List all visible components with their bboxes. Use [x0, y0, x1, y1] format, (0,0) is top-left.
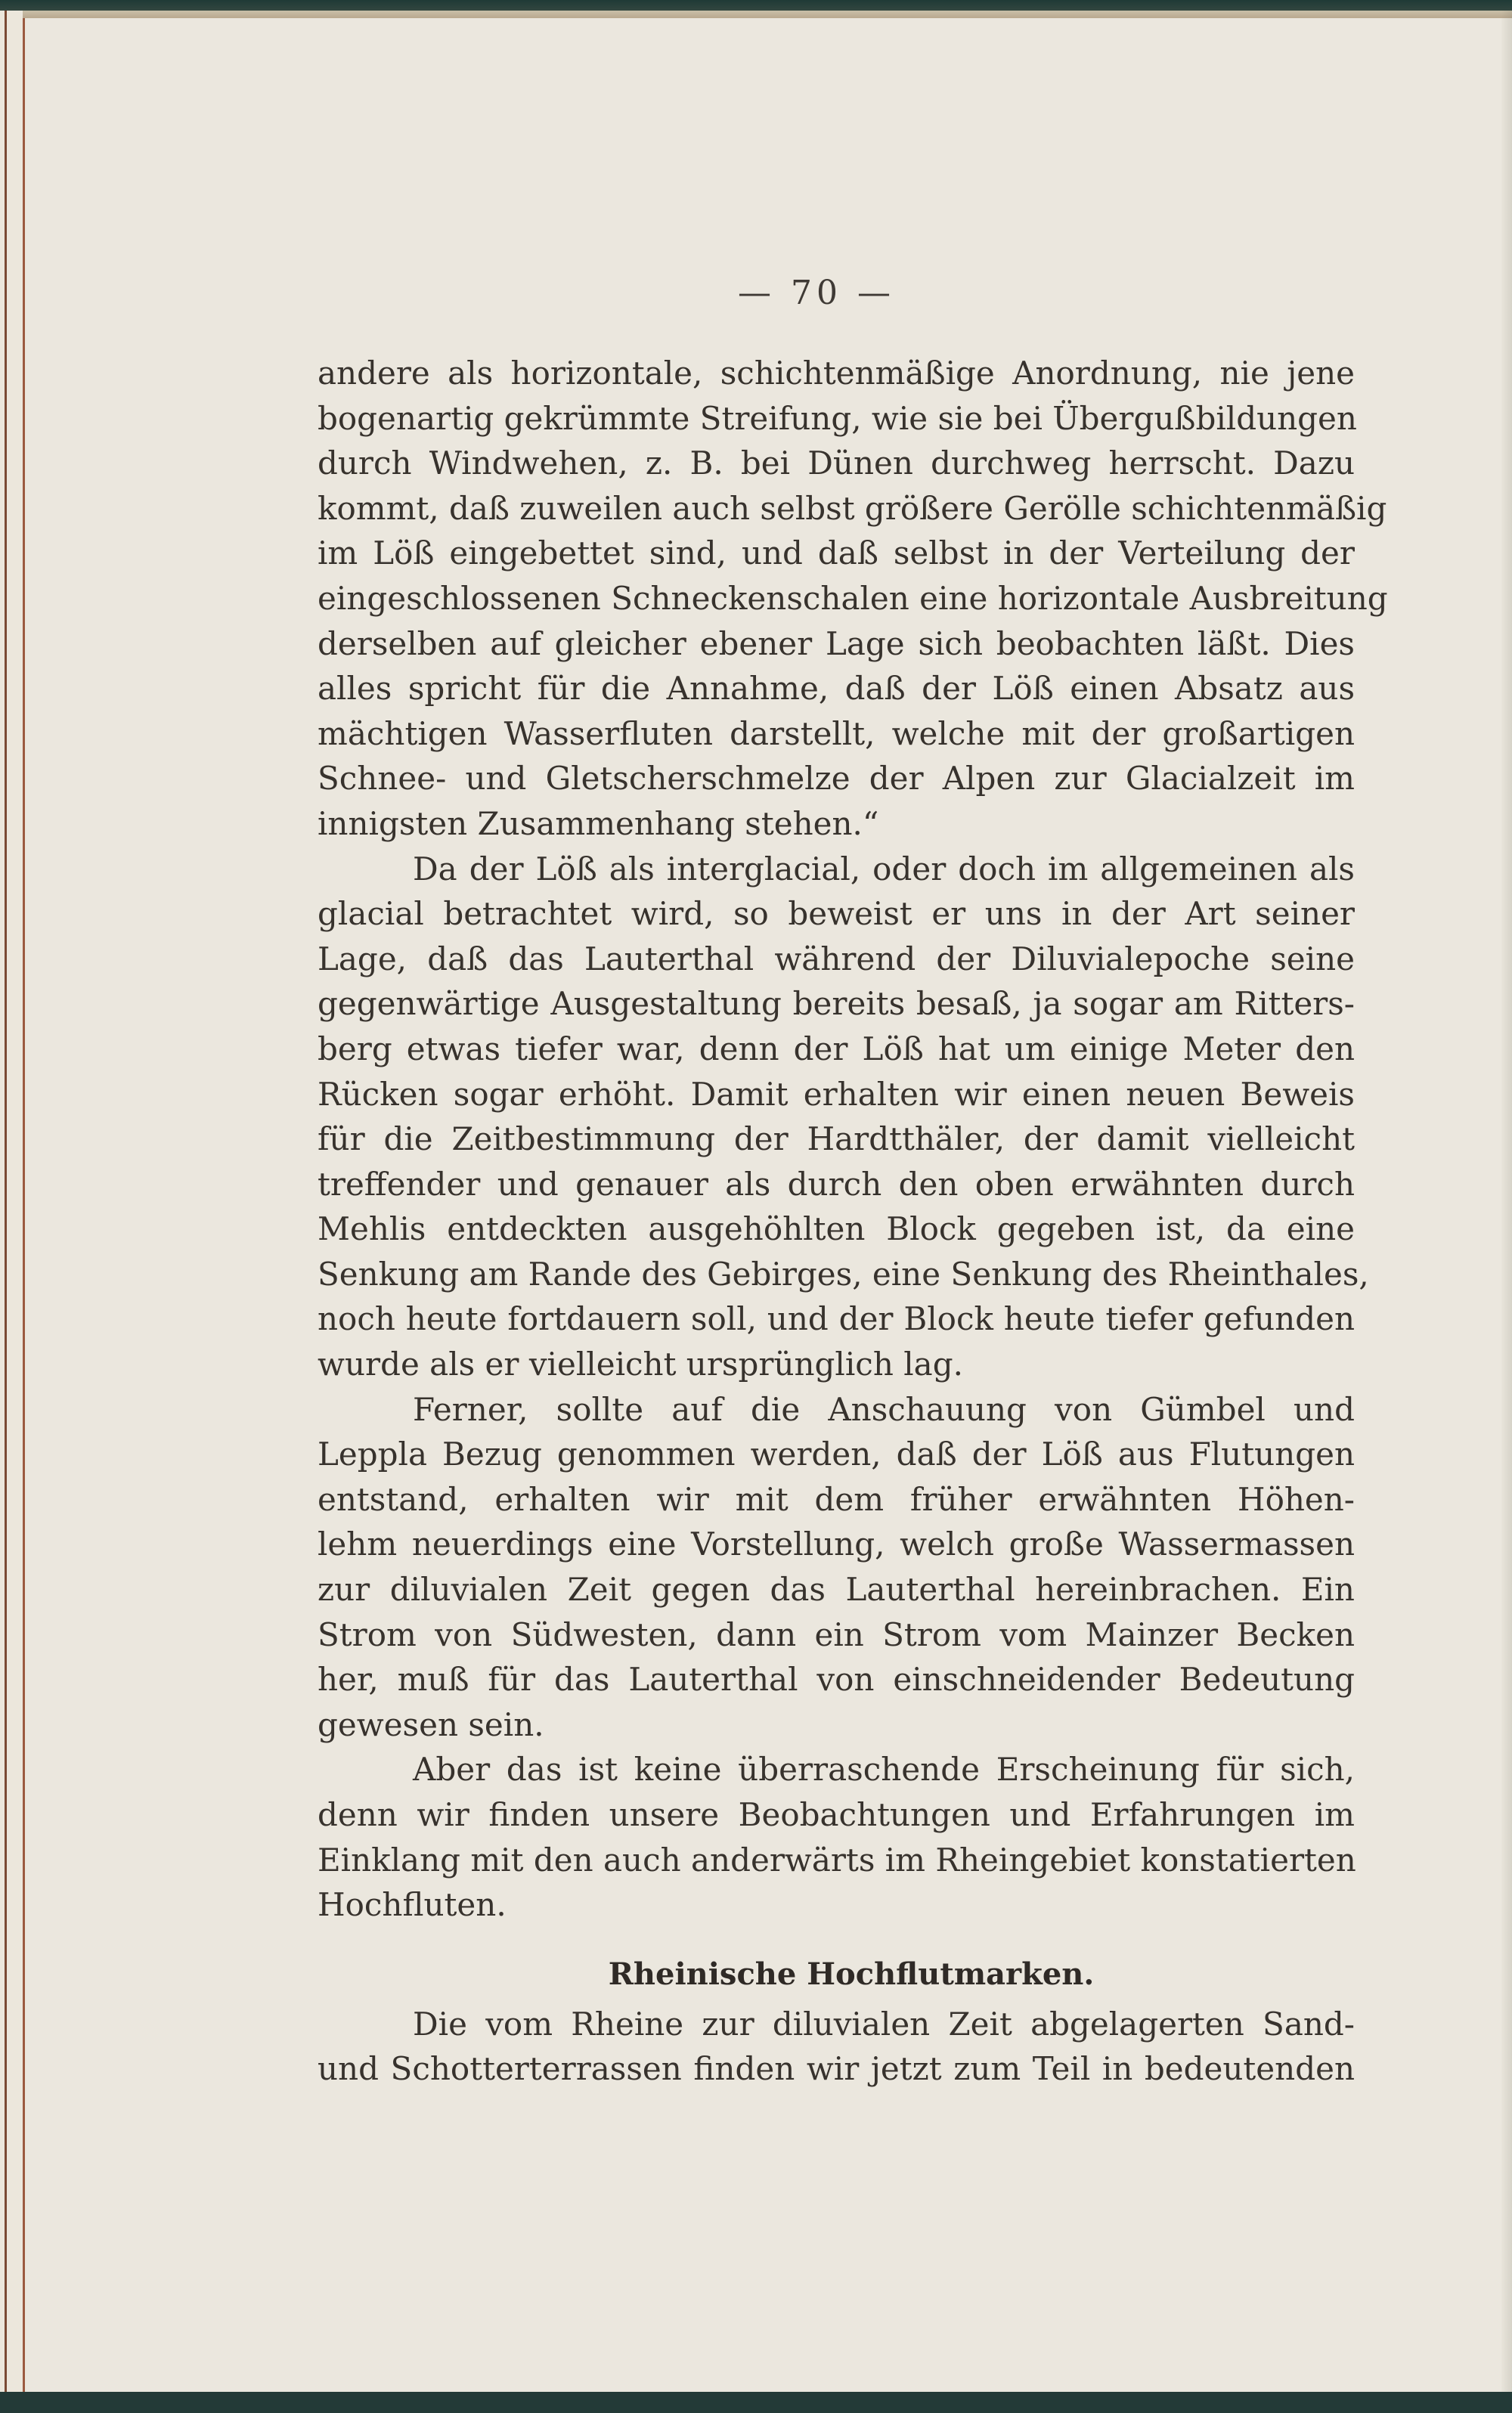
- text-line: und Schotterterrassen finden wir jetzt zum Teil in bedeutenden: [318, 2050, 1355, 2088]
- text-line: gegenwärtige Ausgestaltung bereits besaß, ja sogar am Ritters-: [318, 985, 1355, 1023]
- text-line: Hochfluten.: [318, 1886, 507, 1924]
- page-top-edge: [23, 11, 1512, 18]
- text-line: kommt, daß zuweilen auch selbst größere Gerölle schichtenmäßig: [318, 489, 1387, 527]
- text-line: Schnee- und Gletscherschmelze der Alpen zur Glacialzeit im: [318, 760, 1355, 798]
- paragraph: [318, 2002, 1355, 2092]
- page-number: — 70 —: [738, 274, 895, 312]
- paragraph: [318, 1387, 1355, 1748]
- text-line: Lage, daß das Lauterthal während der Diluvialepoche seine: [318, 940, 1355, 977]
- text-line: Senkung am Rande des Gebirges, eine Senkung des Rheinthales,: [318, 1255, 1369, 1293]
- text-line: Mehlis entdeckten ausgehöhlten Block gegeben ist, da eine: [318, 1210, 1355, 1248]
- page-edge-line: [5, 11, 7, 2392]
- text-line: Ferner, sollte auf die Anschauung von Gümbel und: [413, 1390, 1355, 1428]
- text-line: bogenartig gekrümmte Streifung, wie sie bei Übergußbildungen: [318, 399, 1357, 437]
- text-line: noch heute fortdauern soll, und der Block heute tiefer gefunden: [318, 1300, 1355, 1338]
- text-line: Rücken sogar erhöht. Damit erhalten wir einen neuen Beweis: [318, 1075, 1355, 1113]
- page-shadow: [1501, 11, 1512, 2392]
- section-heading: Rheinische Hochflutmarken.: [608, 1956, 1095, 1992]
- text-line: innigsten Zusammenhang stehen.“: [318, 804, 879, 842]
- paragraph: [318, 847, 1369, 1387]
- scan-bottom-border: [0, 2392, 1512, 2413]
- text-line: eingeschlossenen Schneckenschalen eine horizontale Ausbreitung: [318, 579, 1388, 617]
- book-page: [26, 18, 1501, 2392]
- text-line: wurde als er vielleicht ursprünglich lag.: [318, 1346, 963, 1383]
- text-line: her, muß für das Lauterthal von einschneidender Bedeutung: [318, 1661, 1355, 1699]
- text-line: andere als horizontale, schichtenmäßige Anordnung, nie jene: [318, 355, 1355, 392]
- text-line: für die Zeitbestimmung der Hardtthäler, der damit vielleicht: [318, 1120, 1355, 1158]
- text-line: lehm neuerdings eine Vorstellung, welch große Wassermassen: [318, 1526, 1355, 1563]
- text-line: Da der Löß als interglacial, oder doch im allgemeinen als: [413, 850, 1355, 887]
- text-line: glacial betrachtet wird, so beweist er uns in der Art seiner: [318, 895, 1355, 933]
- text-line: alles spricht für die Annahme, daß der Löß einen Absatz aus: [318, 670, 1355, 708]
- text-line: Leppla Bezug genommen werden, daß der Löß aus Flutungen: [318, 1436, 1355, 1473]
- page-edge-line: [23, 15, 25, 2393]
- body-text: [318, 351, 1388, 2092]
- text-line: Strom von Südwesten, dann ein Strom vom Mainzer Becken: [318, 1615, 1355, 1653]
- paragraph: [318, 1747, 1355, 1927]
- paragraph: [318, 351, 1388, 847]
- text-line: denn wir finden unsere Beobachtungen und Erfahrungen im: [318, 1796, 1355, 1833]
- text-line: durch Windwehen, z. B. bei Dünen durchweg herrscht. Dazu: [318, 444, 1355, 482]
- text-line: Die vom Rheine zur diluvialen Zeit abgelagerten Sand-: [413, 2005, 1355, 2043]
- text-line: Einklang mit den auch anderwärts im Rheingebiet konstatierten: [318, 1841, 1356, 1879]
- text-line: Aber das ist keine überraschende Erscheinung für sich,: [413, 1751, 1355, 1789]
- text-line: derselben auf gleicher ebener Lage sich beobachten läßt. Dies: [318, 624, 1355, 662]
- text-line: im Löß eingebettet sind, und daß selbst in der Verteilung der: [318, 534, 1355, 572]
- text-line: berg etwas tiefer war, denn der Löß hat um einige Meter den: [318, 1030, 1355, 1067]
- text-line: zur diluvialen Zeit gegen das Lauterthal hereinbrachen. Ein: [318, 1571, 1355, 1609]
- text-line: mächtigen Wasserfluten darstellt, welche mit der großartigen: [318, 714, 1355, 752]
- text-line: treffender und genauer als durch den oben erwähnten durch: [318, 1165, 1355, 1203]
- scan-top-border: [0, 0, 1512, 11]
- text-line: gewesen sein.: [318, 1705, 544, 1743]
- text-line: entstand, erhalten wir mit dem früher erwähnten Höhen-: [318, 1480, 1355, 1518]
